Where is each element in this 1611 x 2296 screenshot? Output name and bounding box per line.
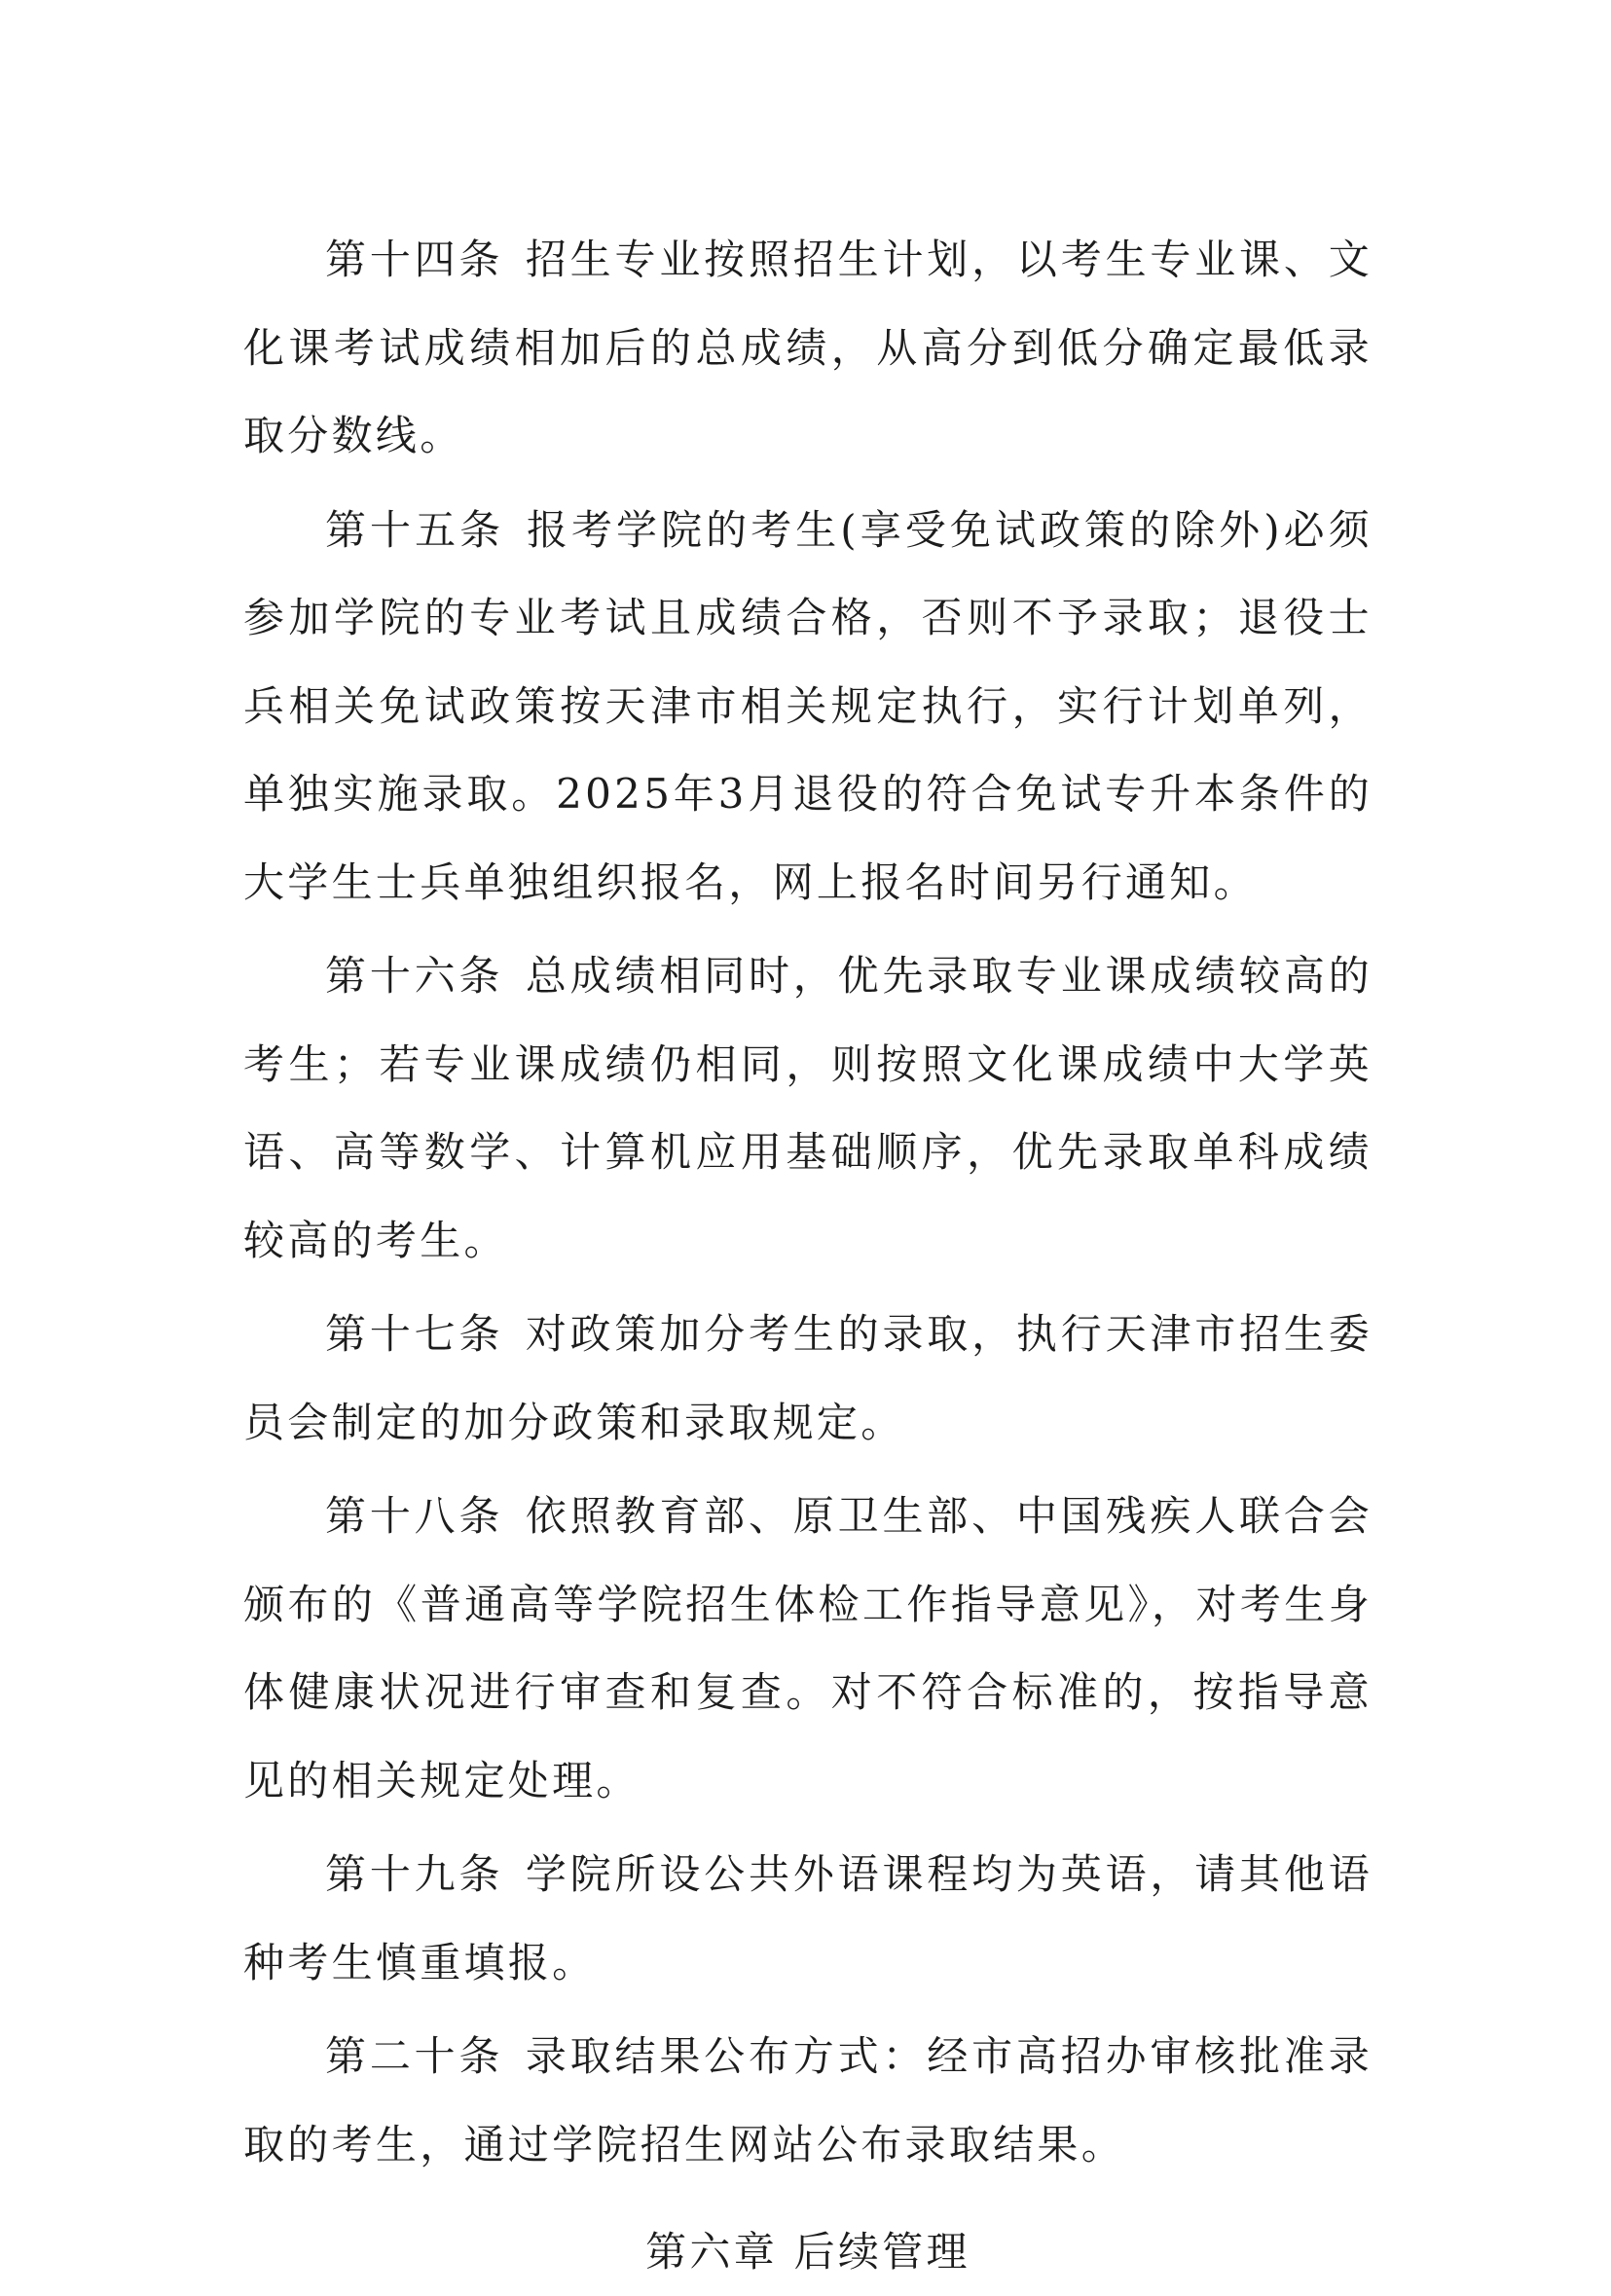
article-19 xyxy=(243,1831,1373,2007)
article-body: 报考学院的考生(享受免试政策的除外)必须参加学院的专业考试且成绩合格，否则不予录取；退役士兵相关免试政策按天津市相关规定执行，实行计划单列，单独实施录取。2025年3月退役的符合免试专升本条件的大学生士兵单独组织报名，网上报名时间另行通知。 xyxy=(243,505,1373,906)
article-heading: 第二十条 xyxy=(325,2032,504,2080)
article-heading: 第十七条 xyxy=(325,1310,504,1358)
article-14 xyxy=(243,216,1373,481)
article-body: 录取结果公布方式：经市高招办审核批准录取的考生，通过学院招生网站公布录取结果。 xyxy=(243,2032,1373,2168)
article-18 xyxy=(243,1473,1373,1825)
chapter-title: 第六章 后续管理 xyxy=(645,2228,970,2276)
article-body: 依照教育部、原卫生部、中国残疾人联合会颁布的《普通高等学院招生体检工作指导意见》，对考生身体健康状况进行审查和复查。对不符合标准的，按指导意见的相关规定处理。 xyxy=(243,1492,1373,1804)
article-body: 学院所设公共外语课程均为英语，请其他语种考生慎重填报。 xyxy=(243,1850,1373,1986)
article-17 xyxy=(243,1291,1373,1467)
article-heading: 第十四条 xyxy=(325,236,504,283)
article-body: 对政策加分考生的录取，执行天津市招生委员会制定的加分政策和录取规定。 xyxy=(243,1310,1373,1446)
article-heading: 第十六条 xyxy=(325,952,504,1000)
document-content xyxy=(243,216,1373,2296)
article-20 xyxy=(243,2013,1373,2189)
article-heading: 第十九条 xyxy=(325,1850,504,1898)
article-heading: 第十八条 xyxy=(325,1492,504,1540)
article-body: 招生专业按照招生计划，以考生专业课、文化课考试成绩相加后的总成绩，从高分到低分确定最低录取分数线。 xyxy=(243,236,1373,459)
article-16 xyxy=(243,932,1373,1285)
article-15 xyxy=(243,487,1373,928)
article-body: 总成绩相同时，优先录取专业课成绩较高的考生；若专业课成绩仍相同，则按照文化课成绩中大学英语、高等数学、计算机应用基础顺序，优先录取单科成绩较高的考生。 xyxy=(243,952,1373,1264)
article-heading: 第十五条 xyxy=(325,505,505,554)
